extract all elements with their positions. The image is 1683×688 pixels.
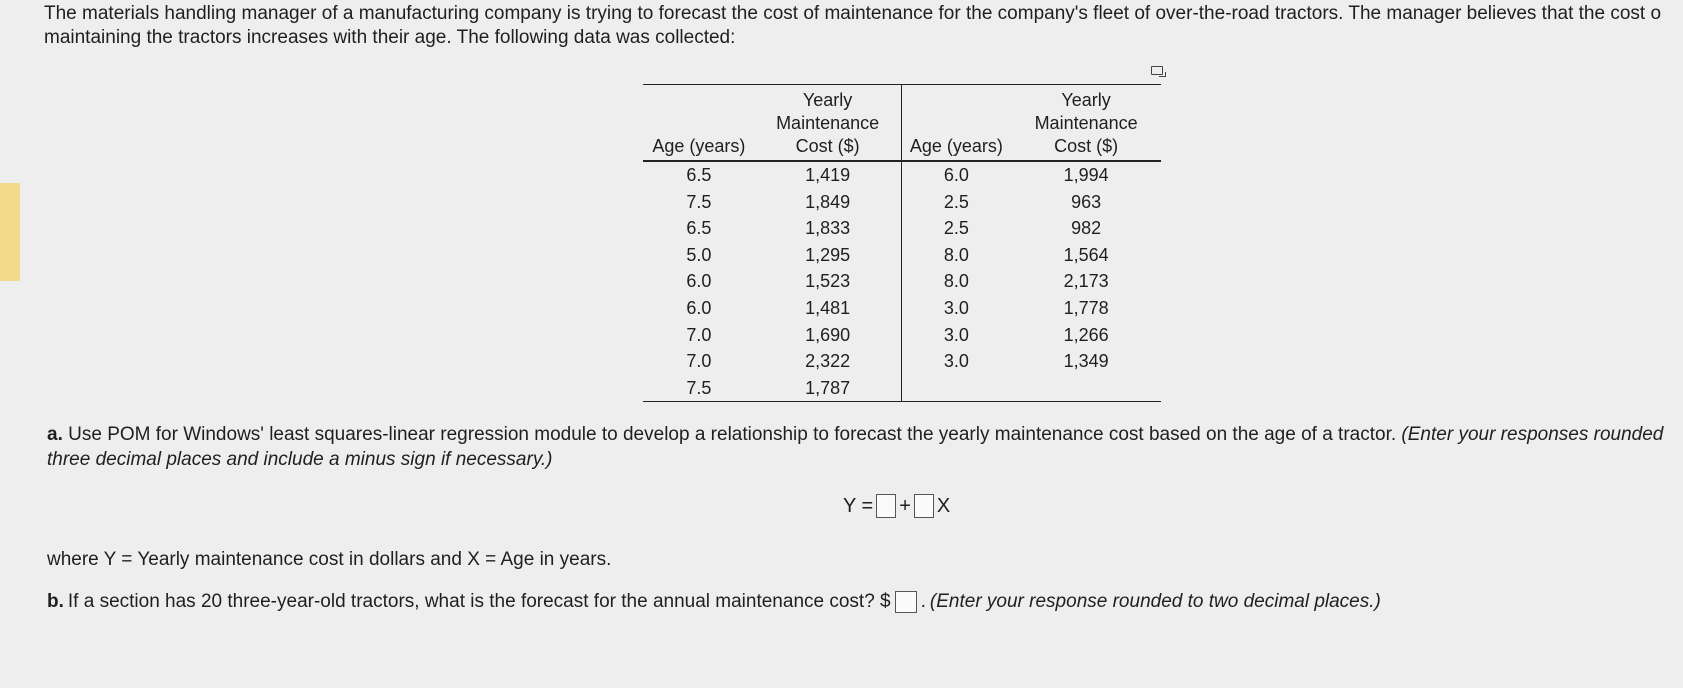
question-part-a: [47, 422, 1683, 472]
intro-line-1: The materials handling manager of a manufacturing company is trying to forecast the cost of maintenance for the company's fleet of over-the-road tractors. The manager believes that the cost o: [44, 3, 1662, 24]
cost-cell: 1,787: [755, 375, 901, 402]
table-row: [643, 242, 1161, 269]
equation-var: X: [936, 494, 951, 517]
table-row: [643, 161, 1161, 189]
header-cost-2: Yearly Maintenance Cost ($): [1011, 85, 1161, 162]
age-cell: 3.0: [943, 351, 969, 372]
age-cell: [901, 375, 1011, 402]
table-row: [643, 268, 1161, 295]
age-cell: 6.5: [686, 218, 712, 239]
cost-cell: 1,266: [1063, 324, 1109, 345]
where-definition: where Y = Yearly maintenance cost in dollars and X = Age in years.: [47, 549, 612, 570]
part-a-label: a.: [47, 424, 63, 445]
header-age-2: Age (years): [901, 85, 1011, 162]
cost-cell: 1,833: [755, 215, 901, 242]
slope-input[interactable]: [914, 494, 934, 518]
cost-cell: 1,690: [755, 322, 901, 349]
age-cell: 7.0: [686, 324, 712, 345]
part-a-text: Use POM for Windows' least squares-linear regression module to develop a relationship to forecast the yearly maintenance cost based on the age of a tractor.: [62, 424, 1402, 445]
age-cell: 6.5: [686, 165, 712, 185]
problem-intro: [44, 2, 1683, 50]
question-part-b: [47, 591, 1381, 613]
header-cost-1: Yearly Maintenance Cost ($): [755, 85, 901, 162]
copy-table-icon[interactable]: [1151, 66, 1163, 75]
part-b-label: b.: [47, 591, 64, 612]
age-cell: 3.0: [943, 297, 969, 318]
part-b-period: .: [920, 591, 926, 612]
part-a-hint-2: three decimal places and include a minus sign if necessary.): [47, 449, 553, 470]
cost-cell: 1,349: [1063, 351, 1109, 372]
age-cell: 7.5: [643, 375, 755, 402]
cost-cell: 1,849: [755, 189, 901, 216]
age-cell: 6.0: [686, 297, 712, 318]
table-row: [643, 189, 1161, 216]
age-cell: 8.0: [943, 244, 969, 265]
age-cell: 2.5: [943, 218, 969, 239]
equation-lhs: Y =: [843, 494, 874, 517]
cost-cell: 1,994: [1063, 165, 1109, 185]
age-cell: 7.5: [686, 191, 712, 212]
age-cell: 6.0: [686, 271, 712, 292]
cost-cell: 1,778: [1063, 297, 1109, 318]
cost-cell: 2,173: [1063, 271, 1109, 292]
age-cell: 8.0: [943, 271, 969, 292]
data-table: [643, 84, 1161, 402]
cost-cell: 1,295: [755, 242, 901, 269]
cost-cell: 1,523: [755, 268, 901, 295]
regression-equation: [843, 494, 950, 518]
cost-cell: 982: [1071, 218, 1102, 239]
forecast-input[interactable]: [895, 591, 917, 613]
part-a-hint-1: (Enter your responses rounded: [1401, 424, 1664, 445]
cost-cell: 963: [1071, 191, 1102, 212]
table-row: [643, 348, 1161, 375]
cost-cell: 1,481: [755, 295, 901, 322]
equation-plus: +: [899, 494, 911, 517]
age-cell: 6.0: [943, 165, 969, 185]
part-b-text: If a section has 20 three-year-old tractors, what is the forecast for the annual maintenance cost? $: [67, 591, 891, 612]
left-highlight-stripe: [0, 183, 20, 281]
cost-cell: 2,322: [755, 348, 901, 375]
cost-cell: [1011, 375, 1161, 402]
table-header-row: [643, 85, 1161, 162]
table-row: [643, 215, 1161, 242]
age-cell: 5.0: [686, 244, 712, 265]
part-a-line-1: [47, 422, 1683, 447]
table-row: [643, 295, 1161, 322]
cost-cell: 1,419: [755, 161, 901, 189]
intro-line-2: maintaining the tractors increases with their age. The following data was collected:: [44, 27, 736, 48]
age-cell: 2.5: [943, 191, 969, 212]
part-b-hint: (Enter your response rounded to two decimal places.): [929, 591, 1381, 612]
cost-cell: 1,564: [1063, 244, 1109, 265]
intercept-input[interactable]: [876, 494, 896, 518]
table-row: [643, 375, 1161, 402]
age-cell: 3.0: [943, 324, 969, 345]
table-row: [643, 322, 1161, 349]
age-cell: 7.0: [686, 351, 712, 372]
header-age-1: Age (years): [643, 85, 755, 162]
